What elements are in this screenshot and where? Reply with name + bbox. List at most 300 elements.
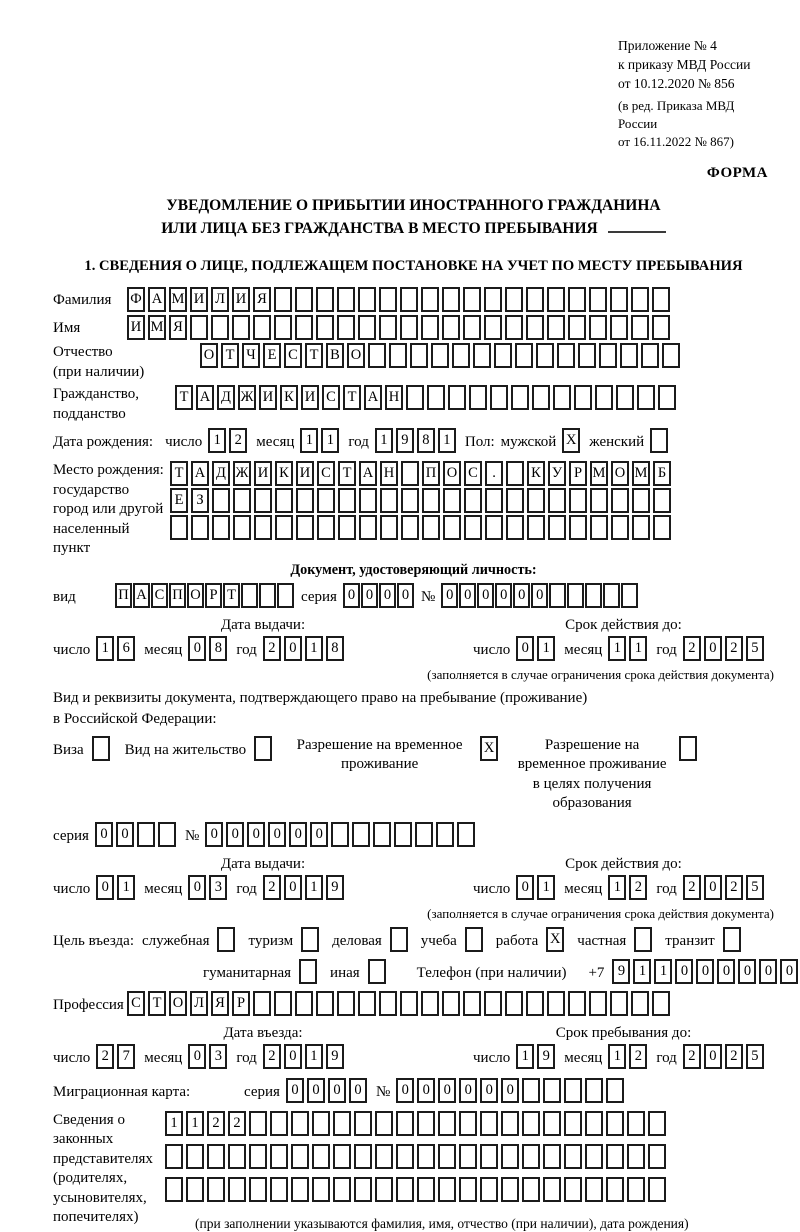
char-cell[interactable]	[316, 991, 334, 1016]
char-cell[interactable]	[653, 488, 671, 513]
char-cell[interactable]	[186, 1144, 204, 1169]
char-cell[interactable]: К	[280, 385, 298, 410]
char-cell[interactable]	[485, 515, 503, 540]
char-cell[interactable]: X	[562, 428, 580, 453]
char-cell[interactable]	[494, 343, 512, 368]
char-cell[interactable]	[511, 385, 529, 410]
char-cell[interactable]	[616, 385, 634, 410]
char-cell[interactable]	[400, 287, 418, 312]
char-cell[interactable]: 0	[188, 875, 206, 900]
char-cell[interactable]	[254, 736, 272, 761]
char-cell[interactable]: 1	[629, 636, 647, 661]
char-cell[interactable]: П	[422, 461, 440, 486]
char-cell[interactable]	[723, 927, 741, 952]
char-cell[interactable]: 8	[326, 636, 344, 661]
char-cell[interactable]: 1	[96, 636, 114, 661]
char-cell[interactable]: 0	[459, 1078, 477, 1103]
char-cell[interactable]	[165, 1144, 183, 1169]
char-cell[interactable]	[506, 488, 524, 513]
char-cell[interactable]	[389, 343, 407, 368]
char-cell[interactable]	[396, 1177, 414, 1202]
char-cell[interactable]: 2	[683, 1044, 701, 1069]
char-cell[interactable]: 6	[117, 636, 135, 661]
char-cell[interactable]: 2	[725, 636, 743, 661]
char-cell[interactable]: 1	[300, 428, 318, 453]
char-cell[interactable]	[627, 1111, 645, 1136]
char-cell[interactable]: 2	[629, 1044, 647, 1069]
char-cell[interactable]: 1	[537, 875, 555, 900]
char-cell[interactable]	[359, 515, 377, 540]
char-cell[interactable]: 0	[531, 583, 548, 608]
char-cell[interactable]	[652, 287, 670, 312]
char-cell[interactable]: С	[464, 461, 482, 486]
char-cell[interactable]	[249, 1111, 267, 1136]
char-cell[interactable]	[165, 1177, 183, 1202]
char-cell[interactable]	[589, 287, 607, 312]
char-cell[interactable]	[590, 488, 608, 513]
char-cell[interactable]	[427, 385, 445, 410]
char-cell[interactable]	[589, 991, 607, 1016]
char-cell[interactable]	[270, 1177, 288, 1202]
char-cell[interactable]: С	[127, 991, 145, 1016]
char-cell[interactable]: Т	[170, 461, 188, 486]
char-cell[interactable]	[549, 583, 566, 608]
char-cell[interactable]	[648, 1111, 666, 1136]
char-cell[interactable]	[211, 315, 229, 340]
char-cell[interactable]: 0	[310, 822, 328, 847]
char-cell[interactable]	[463, 991, 481, 1016]
char-cell[interactable]: К	[527, 461, 545, 486]
char-cell[interactable]	[400, 991, 418, 1016]
char-cell[interactable]	[490, 385, 508, 410]
char-cell[interactable]	[354, 1177, 372, 1202]
char-cell[interactable]	[375, 1177, 393, 1202]
char-cell[interactable]	[641, 343, 659, 368]
char-cell[interactable]	[463, 315, 481, 340]
char-cell[interactable]	[233, 488, 251, 513]
char-cell[interactable]	[443, 488, 461, 513]
char-cell[interactable]	[352, 822, 370, 847]
char-cell[interactable]: Т	[338, 461, 356, 486]
char-cell[interactable]	[448, 385, 466, 410]
char-cell[interactable]: 0	[247, 822, 265, 847]
char-cell[interactable]	[249, 1144, 267, 1169]
char-cell[interactable]	[354, 1111, 372, 1136]
char-cell[interactable]	[415, 822, 433, 847]
char-cell[interactable]	[564, 1144, 582, 1169]
char-cell[interactable]	[574, 385, 592, 410]
char-cell[interactable]: 1	[117, 875, 135, 900]
char-cell[interactable]	[191, 515, 209, 540]
char-cell[interactable]	[585, 1078, 603, 1103]
char-cell[interactable]	[417, 1144, 435, 1169]
char-cell[interactable]	[548, 515, 566, 540]
char-cell[interactable]	[228, 1144, 246, 1169]
char-cell[interactable]: 1	[305, 875, 323, 900]
char-cell[interactable]	[137, 822, 155, 847]
char-cell[interactable]	[652, 991, 670, 1016]
char-cell[interactable]: 1	[305, 636, 323, 661]
char-cell[interactable]: 0	[675, 959, 693, 984]
char-cell[interactable]: 2	[725, 1044, 743, 1069]
char-cell[interactable]: 0	[759, 959, 777, 984]
char-cell[interactable]: 0	[738, 959, 756, 984]
char-cell[interactable]	[606, 1144, 624, 1169]
char-cell[interactable]: 1	[321, 428, 339, 453]
char-cell[interactable]	[526, 315, 544, 340]
char-cell[interactable]	[459, 1111, 477, 1136]
char-cell[interactable]	[312, 1177, 330, 1202]
char-cell[interactable]	[457, 822, 475, 847]
char-cell[interactable]	[585, 1144, 603, 1169]
char-cell[interactable]: 1	[516, 1044, 534, 1069]
char-cell[interactable]	[606, 1111, 624, 1136]
char-cell[interactable]: И	[232, 287, 250, 312]
char-cell[interactable]	[212, 488, 230, 513]
char-cell[interactable]	[603, 583, 620, 608]
char-cell[interactable]	[652, 315, 670, 340]
char-cell[interactable]	[569, 488, 587, 513]
char-cell[interactable]	[585, 1111, 603, 1136]
char-cell[interactable]	[634, 927, 652, 952]
char-cell[interactable]: 0	[226, 822, 244, 847]
char-cell[interactable]: 0	[286, 1078, 304, 1103]
char-cell[interactable]	[473, 343, 491, 368]
char-cell[interactable]: 0	[284, 875, 302, 900]
char-cell[interactable]	[379, 315, 397, 340]
char-cell[interactable]: О	[187, 583, 204, 608]
char-cell[interactable]: П	[169, 583, 186, 608]
char-cell[interactable]	[610, 287, 628, 312]
char-cell[interactable]	[400, 315, 418, 340]
char-cell[interactable]: 0	[361, 583, 378, 608]
char-cell[interactable]: Ч	[242, 343, 260, 368]
char-cell[interactable]	[417, 1111, 435, 1136]
char-cell[interactable]	[611, 488, 629, 513]
char-cell[interactable]: Л	[190, 991, 208, 1016]
char-cell[interactable]	[373, 822, 391, 847]
char-cell[interactable]	[522, 1144, 540, 1169]
char-cell[interactable]: X	[546, 927, 564, 952]
char-cell[interactable]	[354, 1144, 372, 1169]
char-cell[interactable]: А	[133, 583, 150, 608]
char-cell[interactable]	[442, 315, 460, 340]
char-cell[interactable]: 5	[746, 636, 764, 661]
char-cell[interactable]: 2	[683, 636, 701, 661]
char-cell[interactable]	[212, 515, 230, 540]
char-cell[interactable]	[627, 1177, 645, 1202]
char-cell[interactable]: С	[322, 385, 340, 410]
char-cell[interactable]	[547, 991, 565, 1016]
char-cell[interactable]	[438, 1177, 456, 1202]
char-cell[interactable]: 2	[228, 1111, 246, 1136]
char-cell[interactable]: 1	[165, 1111, 183, 1136]
char-cell[interactable]	[610, 991, 628, 1016]
char-cell[interactable]: 0	[343, 583, 360, 608]
char-cell[interactable]	[410, 343, 428, 368]
char-cell[interactable]	[568, 315, 586, 340]
char-cell[interactable]: Д	[217, 385, 235, 410]
char-cell[interactable]: 1	[654, 959, 672, 984]
char-cell[interactable]	[296, 488, 314, 513]
char-cell[interactable]	[277, 583, 294, 608]
char-cell[interactable]	[333, 1177, 351, 1202]
char-cell[interactable]	[621, 583, 638, 608]
char-cell[interactable]: 2	[229, 428, 247, 453]
char-cell[interactable]	[207, 1177, 225, 1202]
char-cell[interactable]	[170, 515, 188, 540]
char-cell[interactable]	[553, 385, 571, 410]
char-cell[interactable]	[595, 385, 613, 410]
char-cell[interactable]	[463, 287, 481, 312]
char-cell[interactable]	[217, 927, 235, 952]
char-cell[interactable]	[484, 287, 502, 312]
char-cell[interactable]	[396, 1144, 414, 1169]
char-cell[interactable]	[274, 287, 292, 312]
char-cell[interactable]	[190, 315, 208, 340]
char-cell[interactable]: 9	[396, 428, 414, 453]
char-cell[interactable]: М	[632, 461, 650, 486]
char-cell[interactable]	[333, 1144, 351, 1169]
char-cell[interactable]: Р	[205, 583, 222, 608]
char-cell[interactable]	[567, 583, 584, 608]
char-cell[interactable]: 9	[537, 1044, 555, 1069]
char-cell[interactable]: В	[326, 343, 344, 368]
char-cell[interactable]: К	[275, 461, 293, 486]
char-cell[interactable]	[337, 991, 355, 1016]
char-cell[interactable]	[484, 991, 502, 1016]
char-cell[interactable]	[599, 343, 617, 368]
char-cell[interactable]	[459, 1144, 477, 1169]
char-cell[interactable]: С	[284, 343, 302, 368]
char-cell[interactable]: 0	[328, 1078, 346, 1103]
char-cell[interactable]: А	[364, 385, 382, 410]
char-cell[interactable]	[627, 1144, 645, 1169]
char-cell[interactable]	[241, 583, 258, 608]
char-cell[interactable]	[337, 287, 355, 312]
char-cell[interactable]	[421, 315, 439, 340]
char-cell[interactable]: 5	[746, 875, 764, 900]
char-cell[interactable]: О	[200, 343, 218, 368]
char-cell[interactable]	[422, 488, 440, 513]
char-cell[interactable]	[632, 488, 650, 513]
char-cell[interactable]	[379, 991, 397, 1016]
char-cell[interactable]	[337, 315, 355, 340]
char-cell[interactable]: 0	[704, 875, 722, 900]
char-cell[interactable]: 5	[746, 1044, 764, 1069]
char-cell[interactable]: П	[115, 583, 132, 608]
char-cell[interactable]	[436, 822, 454, 847]
char-cell[interactable]	[254, 515, 272, 540]
char-cell[interactable]	[527, 488, 545, 513]
char-cell[interactable]	[275, 488, 293, 513]
char-cell[interactable]: И	[301, 385, 319, 410]
char-cell[interactable]: Д	[212, 461, 230, 486]
char-cell[interactable]	[295, 315, 313, 340]
char-cell[interactable]: О	[169, 991, 187, 1016]
char-cell[interactable]	[359, 488, 377, 513]
char-cell[interactable]	[316, 287, 334, 312]
char-cell[interactable]	[394, 822, 412, 847]
char-cell[interactable]	[543, 1177, 561, 1202]
char-cell[interactable]	[505, 991, 523, 1016]
char-cell[interactable]: 0	[205, 822, 223, 847]
char-cell[interactable]	[606, 1177, 624, 1202]
char-cell[interactable]	[564, 1177, 582, 1202]
char-cell[interactable]	[295, 991, 313, 1016]
char-cell[interactable]	[274, 315, 292, 340]
char-cell[interactable]	[568, 287, 586, 312]
char-cell[interactable]: Л	[211, 287, 229, 312]
char-cell[interactable]	[648, 1144, 666, 1169]
char-cell[interactable]: И	[296, 461, 314, 486]
char-cell[interactable]: 1	[633, 959, 651, 984]
char-cell[interactable]	[480, 1177, 498, 1202]
char-cell[interactable]: О	[443, 461, 461, 486]
char-cell[interactable]	[401, 461, 419, 486]
char-cell[interactable]: 3	[209, 1044, 227, 1069]
char-cell[interactable]	[375, 1111, 393, 1136]
char-cell[interactable]: 1	[305, 1044, 323, 1069]
char-cell[interactable]	[291, 1111, 309, 1136]
char-cell[interactable]	[406, 385, 424, 410]
char-cell[interactable]	[380, 515, 398, 540]
char-cell[interactable]	[585, 1177, 603, 1202]
char-cell[interactable]	[464, 515, 482, 540]
char-cell[interactable]	[469, 385, 487, 410]
char-cell[interactable]	[253, 315, 271, 340]
char-cell[interactable]	[501, 1144, 519, 1169]
char-cell[interactable]	[611, 515, 629, 540]
char-cell[interactable]	[569, 515, 587, 540]
char-cell[interactable]	[92, 736, 110, 761]
char-cell[interactable]: С	[317, 461, 335, 486]
char-cell[interactable]: 1	[608, 636, 626, 661]
char-cell[interactable]	[233, 515, 251, 540]
char-cell[interactable]: 1	[186, 1111, 204, 1136]
char-cell[interactable]	[543, 1078, 561, 1103]
char-cell[interactable]: 1	[208, 428, 226, 453]
char-cell[interactable]: Р	[232, 991, 250, 1016]
char-cell[interactable]	[228, 1177, 246, 1202]
char-cell[interactable]	[452, 343, 470, 368]
char-cell[interactable]	[637, 385, 655, 410]
char-cell[interactable]	[505, 315, 523, 340]
char-cell[interactable]	[358, 315, 376, 340]
char-cell[interactable]: 0	[477, 583, 494, 608]
char-cell[interactable]: 0	[307, 1078, 325, 1103]
char-cell[interactable]	[632, 515, 650, 540]
char-cell[interactable]	[438, 1111, 456, 1136]
char-cell[interactable]: Н	[380, 461, 398, 486]
char-cell[interactable]: 2	[629, 875, 647, 900]
char-cell[interactable]: 1	[608, 875, 626, 900]
char-cell[interactable]	[207, 1144, 225, 1169]
char-cell[interactable]	[312, 1111, 330, 1136]
char-cell[interactable]	[274, 991, 292, 1016]
char-cell[interactable]	[648, 1177, 666, 1202]
char-cell[interactable]	[368, 343, 386, 368]
char-cell[interactable]: 0	[417, 1078, 435, 1103]
char-cell[interactable]: И	[259, 385, 277, 410]
char-cell[interactable]	[522, 1078, 540, 1103]
char-cell[interactable]	[186, 1177, 204, 1202]
char-cell[interactable]: 0	[513, 583, 530, 608]
char-cell[interactable]	[484, 315, 502, 340]
char-cell[interactable]: 3	[209, 875, 227, 900]
char-cell[interactable]: С	[151, 583, 168, 608]
char-cell[interactable]	[547, 287, 565, 312]
char-cell[interactable]: Я	[253, 287, 271, 312]
char-cell[interactable]	[422, 515, 440, 540]
char-cell[interactable]	[375, 1144, 393, 1169]
char-cell[interactable]: 0	[284, 636, 302, 661]
char-cell[interactable]	[333, 1111, 351, 1136]
char-cell[interactable]: Т	[223, 583, 240, 608]
char-cell[interactable]	[578, 343, 596, 368]
char-cell[interactable]	[480, 1144, 498, 1169]
char-cell[interactable]	[501, 1177, 519, 1202]
char-cell[interactable]	[610, 315, 628, 340]
char-cell[interactable]: 2	[263, 1044, 281, 1069]
char-cell[interactable]	[590, 515, 608, 540]
char-cell[interactable]: Б	[653, 461, 671, 486]
char-cell[interactable]	[522, 1111, 540, 1136]
char-cell[interactable]: У	[548, 461, 566, 486]
char-cell[interactable]	[522, 1177, 540, 1202]
char-cell[interactable]: Н	[385, 385, 403, 410]
char-cell[interactable]: 0	[516, 875, 534, 900]
char-cell[interactable]	[431, 343, 449, 368]
char-cell[interactable]	[532, 385, 550, 410]
char-cell[interactable]	[536, 343, 554, 368]
char-cell[interactable]: 0	[438, 1078, 456, 1103]
char-cell[interactable]	[259, 583, 276, 608]
char-cell[interactable]: 0	[501, 1078, 519, 1103]
char-cell[interactable]	[506, 461, 524, 486]
char-cell[interactable]: 0	[379, 583, 396, 608]
char-cell[interactable]: М	[148, 315, 166, 340]
char-cell[interactable]	[557, 343, 575, 368]
char-cell[interactable]	[401, 515, 419, 540]
char-cell[interactable]	[253, 991, 271, 1016]
char-cell[interactable]: 0	[396, 1078, 414, 1103]
char-cell[interactable]	[421, 991, 439, 1016]
char-cell[interactable]	[620, 343, 638, 368]
char-cell[interactable]: 0	[397, 583, 414, 608]
char-cell[interactable]	[401, 488, 419, 513]
char-cell[interactable]	[390, 927, 408, 952]
char-cell[interactable]: О	[347, 343, 365, 368]
char-cell[interactable]: И	[127, 315, 145, 340]
char-cell[interactable]: И	[190, 287, 208, 312]
char-cell[interactable]	[158, 822, 176, 847]
char-cell[interactable]: Т	[175, 385, 193, 410]
char-cell[interactable]	[459, 1177, 477, 1202]
char-cell[interactable]: 8	[417, 428, 435, 453]
char-cell[interactable]: З	[191, 488, 209, 513]
char-cell[interactable]: 0	[268, 822, 286, 847]
char-cell[interactable]	[653, 515, 671, 540]
char-cell[interactable]	[506, 515, 524, 540]
char-cell[interactable]: А	[196, 385, 214, 410]
char-cell[interactable]	[526, 991, 544, 1016]
char-cell[interactable]: 1	[537, 636, 555, 661]
char-cell[interactable]: 1	[438, 428, 456, 453]
char-cell[interactable]	[317, 488, 335, 513]
char-cell[interactable]	[464, 488, 482, 513]
char-cell[interactable]: 0	[96, 875, 114, 900]
